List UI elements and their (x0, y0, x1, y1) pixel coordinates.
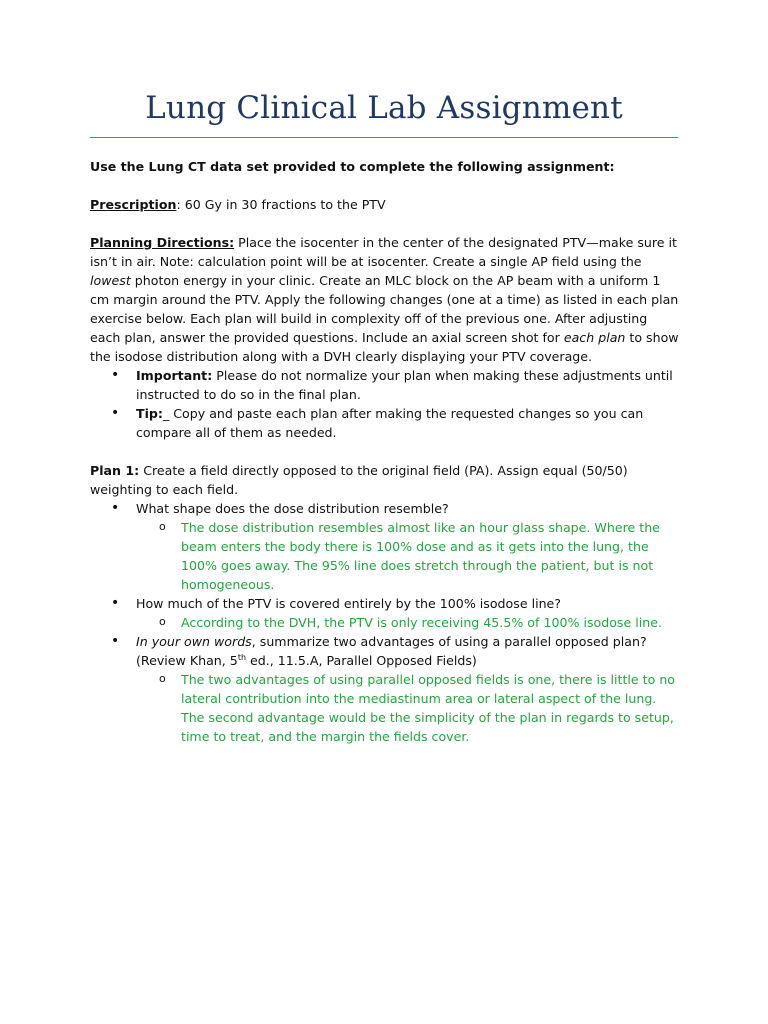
answer-list (136, 670, 680, 746)
plan1-question-list (90, 499, 680, 746)
answer-text: o The dose distribution resembles almost like an hour glass shape. Where the beam enters the body there is 100% dose and as it gets into the lung, the 100% goes away. The 95% line does stretch through the patient, but is not homogeneous. (136, 518, 680, 594)
plan1-label: Plan 1: (90, 463, 140, 478)
list-item (90, 594, 680, 632)
list-item (90, 404, 680, 442)
plan1-section (90, 461, 680, 746)
planning-section (90, 233, 680, 442)
list-item (90, 632, 680, 746)
question-em: In your own words (136, 634, 252, 649)
planning-label: Planning Directions: (90, 235, 235, 250)
planning-bullet-list (90, 366, 680, 442)
plan1-text: Create a field directly opposed to the original field (PA). Assign equal (50/50) weighting to each field. (90, 463, 628, 497)
document-body (90, 157, 680, 746)
bullet-text: _ Copy and paste each plan after making the requested changes so you can compare all of them as needed. (136, 406, 644, 440)
question-text: , summarize two advantages of using a parallel opposed plan? (251, 634, 647, 649)
planning-text-b: photon energy in your clinic. Create an MLC block on the AP beam with a uniform 1 cm margin around the PTV. Apply the following changes (one at a time) as listed in each plan exercise below. Each plan will build in complexity off of the previous one. After adjusting each plan, answer the provided questions. Include an axial screen shot for (90, 273, 679, 345)
prescription-label: Prescription (90, 197, 177, 212)
bullet-text: Please do not normalize your plan when making these adjustments until instructed to do so in the final plan. (136, 368, 673, 402)
question-text: What shape does the dose distribution resemble? (136, 501, 449, 516)
question-text: How much of the PTV is covered entirely by the 100% isodose line? (136, 596, 561, 611)
list-item (90, 499, 680, 594)
list-item (90, 366, 680, 404)
answer-list (136, 518, 680, 594)
page-title: Lung Clinical Lab Assignment (145, 90, 623, 126)
prescription-text: : 60 Gy in 30 fractions to the PTV (176, 197, 386, 212)
plan1-paragraph (90, 461, 680, 499)
bullet-label: Important: (136, 368, 213, 383)
answer-text: o The two advantages of using parallel opposed fields is one, there is little to no lateral contribution into the mediastinum area or lateral aspect of the lung. The second advantage would be the simplicity of the plan in regards to setup, time to treat, and the margin the fields cover. (136, 670, 680, 746)
reference-superscript: th (237, 652, 247, 662)
prescription-paragraph (90, 195, 680, 214)
reference-text: (Review Khan, 5 (136, 653, 238, 668)
answer-text: o According to the DVH, the PTV is only receiving 45.5% of 100% isodose line. (136, 613, 680, 632)
intro-text: Use the Lung CT data set provided to complete the following assignment: (90, 159, 615, 174)
title-divider (90, 137, 678, 138)
planning-text-a: Place the isocenter in the center of the designated PTV—make sure it isn’t in air. Note: calculation point will be at isocenter. Create a single AP field using the (90, 235, 677, 269)
planning-text-c: to show the isodose distribution along with a DVH clearly displaying your PTV coverage. (90, 330, 679, 364)
answer-list (136, 613, 680, 632)
planning-em-a: lowest (90, 273, 131, 288)
reference-text-end: ed., 11.5.A, Parallel Opposed Fields) (246, 653, 477, 668)
planning-paragraph (90, 233, 680, 366)
bullet-label: Tip: (136, 406, 163, 421)
planning-em-b: each plan (563, 330, 626, 345)
